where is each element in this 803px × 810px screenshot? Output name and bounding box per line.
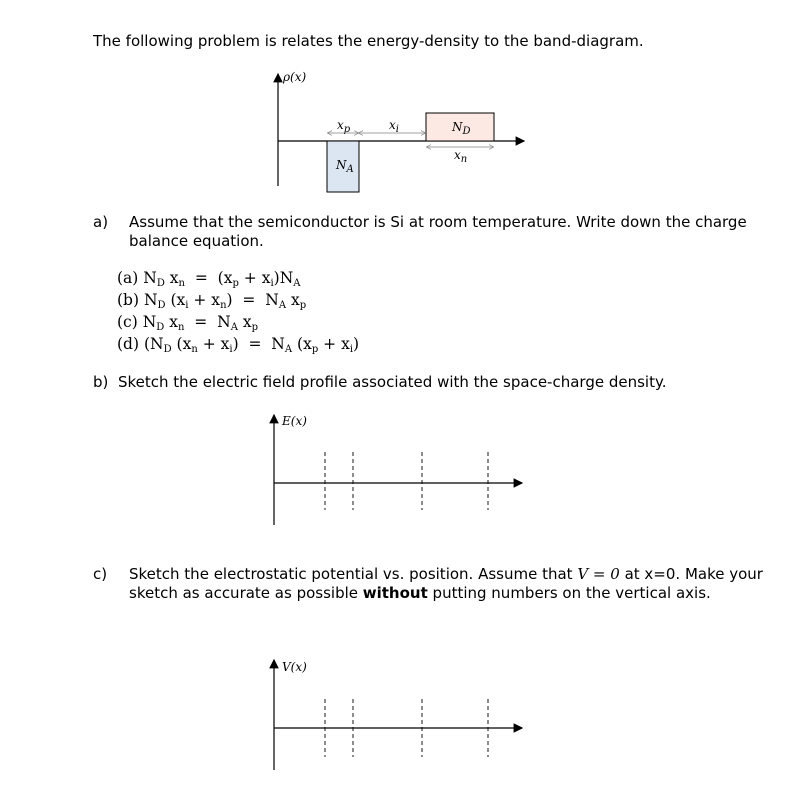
- option-d: (d) ($N_D$ $(x_n + x_i) = N_A$ $(x_p + x_i)$: [117, 335, 360, 355]
- rho-axis-label: ρ(x): [283, 70, 307, 84]
- v-axis-label: V(x): [282, 660, 307, 674]
- option-a: (a) $N_D$ $x_n = (x_p + x_i)N_A$: [117, 269, 301, 289]
- part-a-text-line2: balance equation.: [129, 232, 264, 250]
- intro-text: The following problem is relates the energy-density to the band-diagram.: [93, 32, 644, 50]
- part-b-text: Sketch the electric field profile associated with the space-charge density.: [118, 373, 667, 391]
- nd-label: $N_D$: [452, 120, 471, 137]
- option-b: (b) $N_D$ $(x_i + x_n) = N_A$ $x_p$: [117, 291, 307, 311]
- part-b-marker: b): [93, 373, 109, 391]
- option-c: (c) $N_D$ $x_n = N_A$ $x_p$: [117, 313, 258, 333]
- part-c-text-line2: sketch as accurate as possible without putting numbers on the vertical axis.: [129, 584, 711, 602]
- na-label: $N_A$: [336, 158, 354, 175]
- xp-label: $x_p$: [337, 118, 351, 135]
- part-c-text-line1: Sketch the electrostatic potential vs. position. Assume that V = 0 at x=0. Make your: [129, 565, 763, 583]
- part-c-marker: c): [93, 565, 108, 583]
- part-a-text-line1: Assume that the semiconductor is Si at room temperature. Write down the charge: [129, 213, 747, 231]
- part-a-marker: a): [93, 213, 109, 231]
- e-axis-label: E(x): [282, 414, 307, 428]
- xi-label: $x_i$: [389, 118, 399, 135]
- xn-label: $x_n$: [454, 148, 468, 165]
- charge-density-figure: [250, 68, 550, 198]
- electric-field-figure: [250, 410, 540, 530]
